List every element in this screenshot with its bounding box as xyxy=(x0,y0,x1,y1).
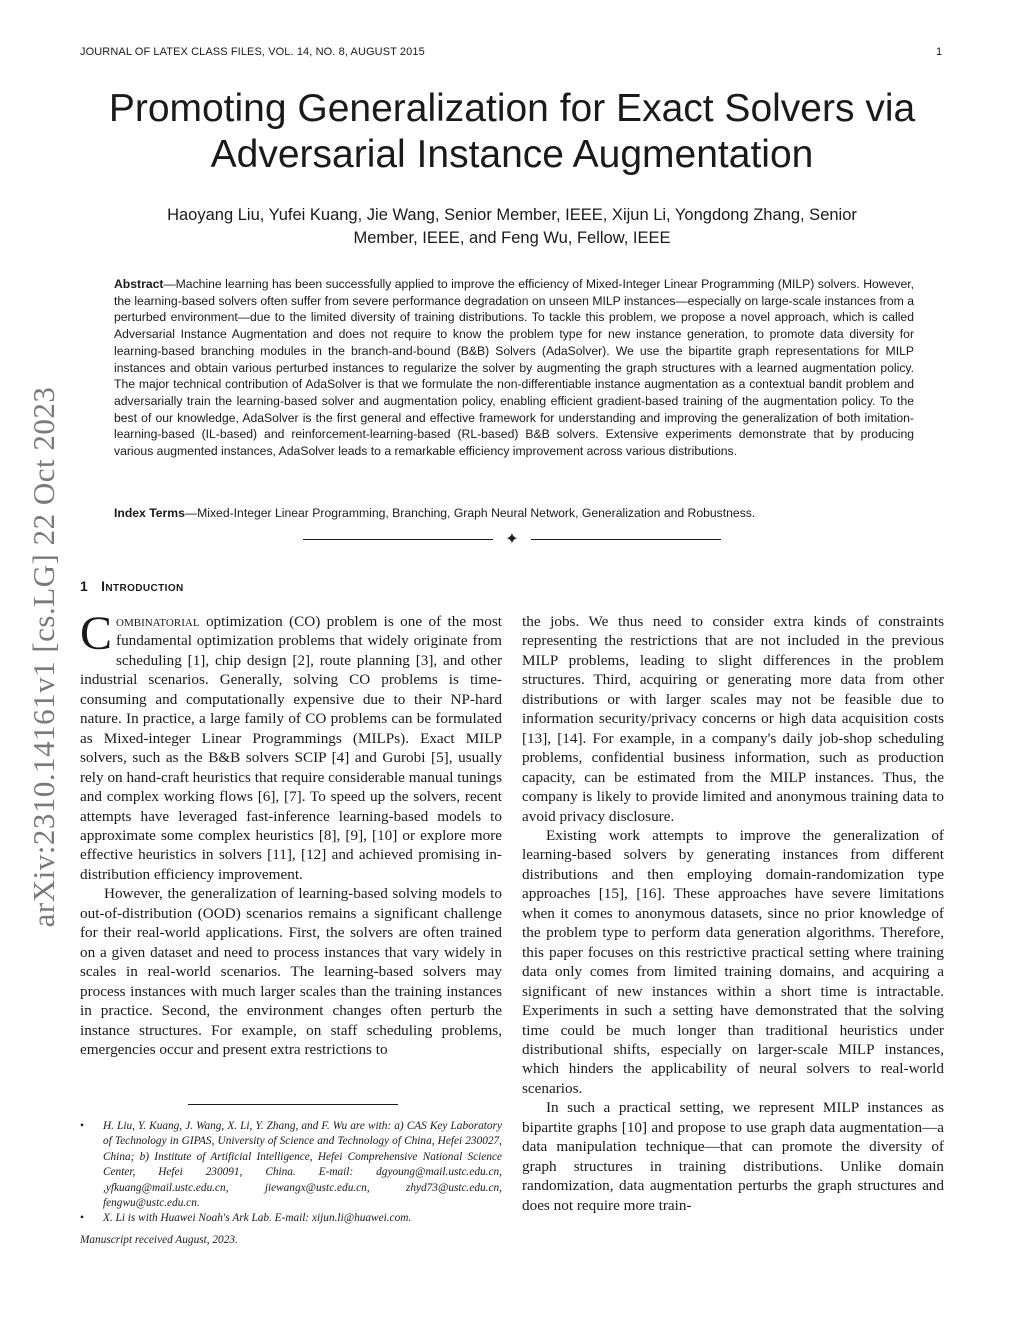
intro-opening-smallcaps: ombinatorial xyxy=(116,613,200,630)
page-number: 1 xyxy=(936,46,943,58)
author-list xyxy=(80,204,944,250)
footnote-huawei-text: X. Li is with Huawei Noah's Ark Lab. E-mail: xijun.li@huawei.com. xyxy=(103,1212,412,1225)
abstract-label: Abstract xyxy=(114,277,164,291)
index-terms-label: Index Terms xyxy=(114,506,185,520)
divider-rule-right xyxy=(531,539,721,540)
abstract-text: —Machine learning has been successfully applied to improve the efficiency of Mixed-Integer Linear Programming (MILP) solvers. However, the learning-based solvers often suffer from severe performance degradation on unseen MILP instances—especially on large-scale instances from a perturbed environment—due to the limited diversity of training distributions. To tackle this problem, we propose a novel approach, which is called Adversarial Instance Augmentation and does not require to know the problem type for new instance generation, to promote data diversity for learning-based branching modules in the branch-and-bound (B&B) Solvers (AdaSolver). We use the bipartite graph representations for MILP instances and obtain various perturbed instances to regularize the solver by augmenting the graph structures with a learned augmentation policy. The major technical contribution of AdaSolver is that we formulate the non-differentiable instance augmentation as a contextual bandit problem and adversarially train the learning-based solver and augmentation policy, enabling efficient gradient-based training of the augmentation policy. To the best of our knowledge, AdaSolver is the first general and effective framework for understanding and improving the generalization of both imitation-learning-based (IL-based) and reinforcement-learning-based (RL-based) B&B solvers. Extensive experiments demonstrate that by producing various augmented instances, AdaSolver leads to a remarkable efficiency improvement across various distributions. xyxy=(114,277,914,459)
right-paragraph-2: Existing work attempts to improve the generalization of learning-based solvers by generating instances from different distributions and then employing domain-randomization type approaches [15], [16]. These approaches have severe limitations when it comes to anonymous datasets, since no prior knowledge of the problem type to perform data generation algorithms. Therefore, this paper focuses on this restrictive practical setting where training data only comes from limited training domains, and acquiring a significant of new instances within a short time is intractable. Experiments in such a setting have demonstrated that the solving time could be much longer than traditional heuristics under distributional shifts, especially on larger-scale MILP instances, which hinders the applicability of neural solvers to real-world scenarios. xyxy=(522,826,944,1097)
arxiv-identifier[interactable] xyxy=(20,357,68,957)
right-paragraph-1: the jobs. We thus need to consider extra kinds of constraints representing the restrictions that are not included in the previous MILP problems, leading to slight differences in the problem structures. Third, acquiring or generating more data from other distributions or with larger scales may not be feasible due to information security/privacy concerns or high data acquisition costs [13], [14]. For example, in a company's daily job-shop scheduling problems, confidential business information, such as production capacity, can be estimated from the MILP instances. Thus, the company is likely to provide limited and anonymous training data to avoid privacy disclosure. xyxy=(522,613,944,825)
divider-rule-left xyxy=(303,539,493,540)
divider-diamond-icon: ✦ xyxy=(505,531,519,548)
left-column xyxy=(80,607,502,1059)
intro-paragraph-1-text: optimization (CO) problem is one of the most fundamental optimization problems that widely originate from scheduling [1], chip design [2], route planning [3], and other industrial scenarios. Generally, solving CO problems is time-consuming and computationally expensive due to their NP-hard nature. In practice, a large family of CO problems can be formulated as Mixed-integer Linear Programmings (MILPs). Exact MILP solvers, such as the B&B solvers SCIP [4] and Gurobi [5], usually rely on hand-craft heuristics that require considerable manual tunings and complex working flows [6], [7]. To speed up the solvers, recent attempts have leveraged fast-inference learning-based models to approximate some complex heuristics [8], [9], [10] or explore more effective heuristics in solvers [11], [12] and achieved promising in-distribution efficiency improvement. xyxy=(80,613,502,883)
manuscript-note: Manuscript received August, 2023. xyxy=(80,1234,238,1246)
footnote-rule xyxy=(188,1104,398,1105)
title-line-1: Promoting Generalization for Exact Solvers via xyxy=(108,87,916,130)
footnote-huawei xyxy=(80,1211,502,1226)
right-paragraph-3: In such a practical setting, we represent MILP instances as bipartite graphs [10] and propose to use graph data augmentation—a data manipulation technique—that can promote the diversity of graph structures in training distributions. Unlike domain randomization, data augmentation perturbs the graph structures and does not require more train- xyxy=(522,1099,944,1214)
footnote-bullet: • xyxy=(80,1120,84,1132)
footnote-affiliations xyxy=(80,1119,502,1211)
intro-paragraph-2: However, the generalization of learning-based solving models to out-of-distribution (OOD) scenarios remains a significant challenge for their real-world applications. First, the solvers are often trained on a given dataset and need to process instances that vary widely in scales in real-world scenarios. The learning-based solvers may process instances with much larger scales than the training instances in practice. Second, the environment changes often perturb the instance structures. For example, on staff scheduling problems, emergencies occur and present extra restrictions to xyxy=(80,885,502,1058)
index-terms xyxy=(114,505,914,522)
footnotes xyxy=(80,1119,502,1227)
authors-line-1: Haoyang Liu, Yufei Kuang, Jie Wang, Senior Member, IEEE, Xijun Li, Yongdong Zhang, Senior xyxy=(167,206,857,224)
intro-paragraph-1 xyxy=(80,607,502,884)
section-title: Introduction xyxy=(101,578,184,594)
title-line-2: Adversarial Instance Augmentation xyxy=(210,133,814,176)
section-divider xyxy=(303,530,721,550)
authors-line-2: Member, IEEE, and Feng Wu, Fellow, IEEE xyxy=(353,229,671,247)
paper-title xyxy=(60,86,964,178)
footnote-bullet: • xyxy=(80,1212,84,1225)
footnote-affiliations-text: H. Liu, Y. Kuang, J. Wang, X. Li, Y. Zhang, and F. Wu are with: a) CAS Key Laboratory of Technology in GIPAS, University of Science and Technology of China, Hefei 230027, China; b) Institute of Artificial Intelligence, Hefei Comprehensive National Science Center, Hefei 230091, China. E-mail: dgyoung@mail.ustc.edu.cn, ,yfkuang@mail.ustc.edu.cn, jiewangx@ustc.edu.cn, zhyd73@ustc.edu.cn, fengwu@ustc.edu.cn. xyxy=(103,1120,502,1210)
arxiv-identifier-text: arXiv:2310.14161v1 [cs.LG] 22 Oct 2023 xyxy=(26,386,61,928)
index-terms-text: —Mixed-Integer Linear Programming, Branching, Graph Neural Network, Generalization and Robustness. xyxy=(184,506,756,520)
abstract xyxy=(114,276,914,460)
drop-cap: C xyxy=(80,607,113,660)
section-number: 1 xyxy=(80,578,89,594)
right-column xyxy=(522,612,944,1215)
running-header: JOURNAL OF LATEX CLASS FILES, VOL. 14, NO. 8, AUGUST 2015 xyxy=(80,46,425,58)
section-heading xyxy=(80,578,184,594)
